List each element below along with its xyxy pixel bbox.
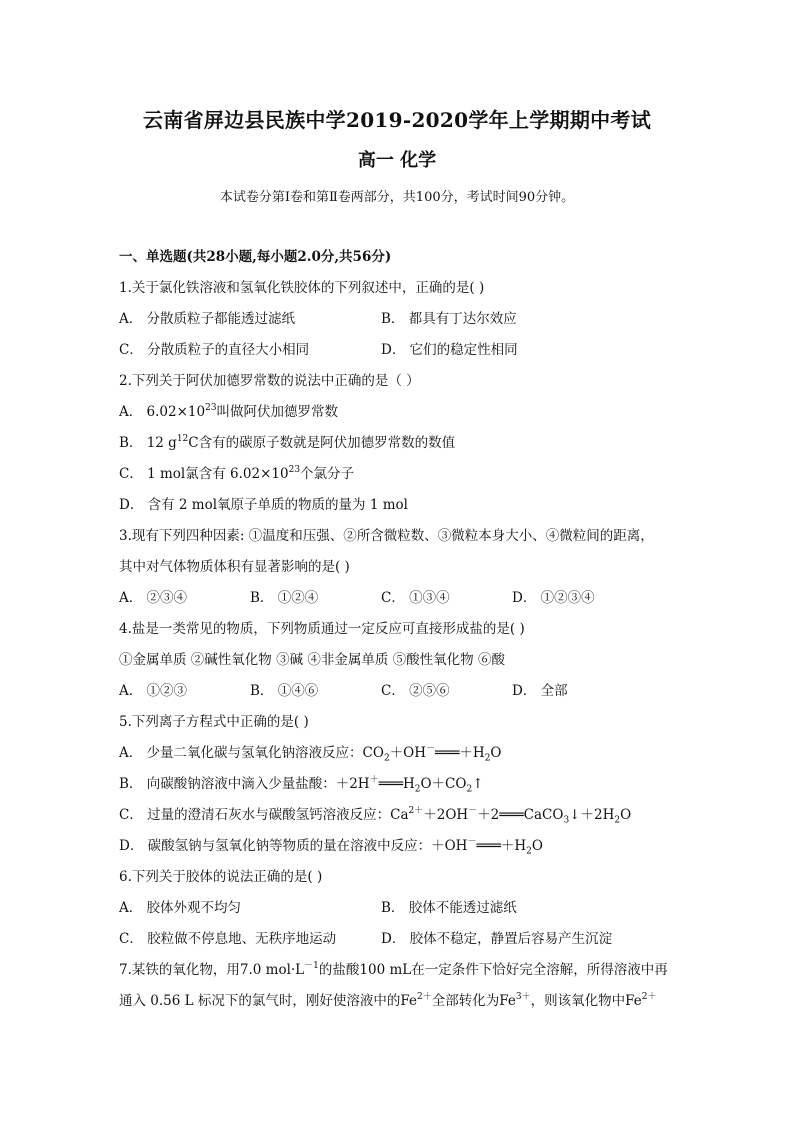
question-1-options-ab [119, 308, 679, 339]
question-7-stem-line2: 通入 0.56 L 标况下的氯气时，刚好使溶液中的$Fe^{2+}$全部转化为$Fe^{3+}$，则该氧化物中$Fe^{2+}$ [119, 991, 657, 1009]
q5-option-c: C． 过量的澄清石灰水与碳酸氢钙溶液反应：$Ca^{2+}+2OH^-+2═══CaCO_3↓+2H_2O$ [119, 805, 632, 826]
question-6-options-cd [119, 928, 679, 959]
question-1-options-cd [119, 339, 679, 370]
question-2-stem: 2.下列关于阿伏加德罗常数的说法中正确的是（ ） [119, 373, 420, 389]
exam-subtitle: 高一 化学 [357, 150, 437, 171]
q1-option-d: D． 它们的稳定性相同 [381, 342, 518, 358]
q1-option-b: B． 都具有丁达尔效应 [381, 311, 517, 327]
question-3-options [119, 587, 679, 618]
q2-option-d: D． 含有 2 mol氧原子单质的物质的量为 1 mol [119, 497, 408, 513]
q4-option-b: B． ①④⑥ [250, 683, 319, 699]
q3-option-a: A． ②③④ [119, 590, 188, 606]
exam-intro: 本试卷分第Ⅰ卷和第Ⅱ卷两部分，共100分，考试时间90分钟。 [219, 190, 575, 205]
question-list [119, 246, 679, 1021]
q1-option-c: C． 分散质粒子的直径大小相同 [119, 342, 310, 358]
q6-option-c: C． 胶粒做不停息地、无秩序地运动 [119, 931, 337, 947]
q2-option-b: B． 12 $g^{12}C$含有的碳原子数就是阿伏加德罗常数的数值 [119, 433, 456, 451]
question-6-stem: 6.下列关于胶体的说法正确的是( ) [119, 869, 323, 885]
q1-option-a: A． 分散质粒子都能透过滤纸 [119, 311, 296, 327]
section-heading: 一、单选题(共28小题,每小题2.0分,共56分) [119, 249, 392, 265]
q2-option-c: C． 1 mol氯含有 $6.02\times 10^{23}$个氯分子 [119, 464, 355, 482]
question-4-options [119, 680, 679, 711]
q4-option-d: D． 全部 [512, 683, 568, 699]
question-1-stem: 1.关于氯化铁溶液和氢氧化铁胶体的下列叙述中，正确的是( ) [119, 280, 485, 296]
question-6-options-ab [119, 897, 679, 928]
question-4-items: ①金属单质 ②碱性氧化物 ③碱 ④非金属单质 ⑤酸性氧化物 ⑥酸 [119, 652, 505, 668]
q6-option-a: A． 胶体外观不均匀 [119, 900, 242, 916]
q3-option-d: D． ①②③④ [512, 590, 595, 606]
q4-option-a: A． ①②③ [119, 683, 188, 699]
question-3-stem-line2: 其中对气体物质体积有显著影响的是( ) [119, 559, 350, 575]
question-5-stem: 5.下列离子方程式中正确的是( ) [119, 714, 309, 730]
question-7-stem-line1: 7.某铁的氧化物，用7.0 $mol\cdot L^{-1}$的盐酸100 mL在一定条件下恰好完全溶解，所得溶液中再 [119, 960, 668, 978]
question-3-stem-line1: 3.现有下列四种因素: ①温度和压强、②所含微粒数、③微粒本身大小、④微粒间的距离， [119, 528, 654, 544]
question-4-stem: 4.盐是一类常见的物质，下列物质通过一定反应可直接形成盐的是( ) [119, 621, 525, 637]
q4-option-c: C． ②⑤⑥ [381, 683, 450, 699]
q6-option-d: D． 胶体不稳定，静置后容易产生沉淀 [381, 931, 613, 947]
q3-option-c: C． ①③④ [381, 590, 450, 606]
q3-option-b: B． ①②④ [250, 590, 319, 606]
q5-option-a: A． 少量二氧化碳与氢氧化钠溶液反应：$CO_2+OH^-═══+H_2O$ [119, 743, 502, 764]
q5-option-d: D． 碳酸氢钠与氢氧化钠等物质的量在溶液中反应：$+OH^-═══+H_2O$ [119, 836, 543, 857]
exam-title: 云南省屏边县民族中学2019-2020学年上学期期中考试 [142, 108, 652, 132]
q5-option-b: B． 向碳酸钠溶液中滴入少量盐酸：$+2H^+═══H_2O+CO_2↑$ [119, 774, 484, 795]
q6-option-b: B． 胶体不能透过滤纸 [381, 900, 517, 916]
q2-option-a: A． $6.02\times 10^{23}$叫做阿伏加德罗常数 [119, 402, 339, 420]
